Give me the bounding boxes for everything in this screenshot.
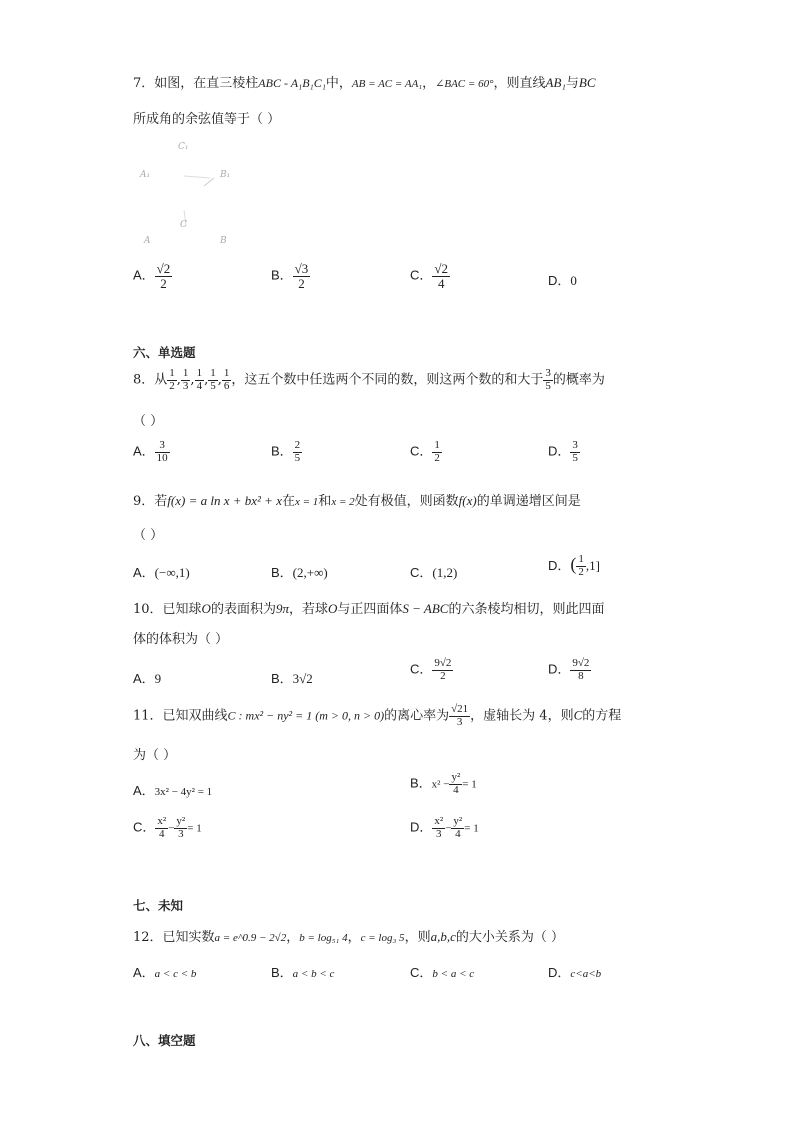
q7-option-a[interactable]: A． $\frac{√2}{2}$	[133, 261, 171, 291]
q8-frac-2: $\frac{1}{3}$	[182, 367, 189, 392]
fig-label-b: B	[220, 236, 227, 246]
section-heading-7: 七、未知	[133, 898, 184, 913]
q9-option-b[interactable]: B．(2,+∞)	[271, 565, 328, 580]
q9-option-d[interactable]: D．( $\frac{1}{2}$ ,1]	[548, 553, 600, 578]
q7-ab1: AB₁	[545, 75, 566, 90]
q11-option-c[interactable]: C． $\frac{\text{x²}}{4}$ − $\frac{\text{y²}}{3}$ = 1	[133, 815, 202, 840]
q10-line1: 10．已知球O的表面积为9π，若球O与正四面体S − ABC的六条棱均相切，则此四面	[133, 601, 605, 617]
q7-line2: 所成角的余弦值等于（ ）	[133, 112, 281, 127]
q7-angle: ∠BAC = 60°	[435, 78, 494, 90]
q12-option-c[interactable]: C．b < a < c	[410, 965, 475, 980]
fig-label-a: A	[144, 236, 151, 246]
section-heading-8: 八、填空题	[133, 1033, 196, 1048]
q8-line1: 8．从 $\frac{1}{2}$ , $\frac{1}{3}$ , $\frac{1}{4}$ , $\frac{1}{5}$ , $\frac{1}{6}$ ，这五个数中任选两个不同的数，则这两个数的和大于 $\frac{3}{5}$ 的概率为	[133, 367, 605, 392]
q8-option-c[interactable]: C． $\frac{1}{2}$	[410, 439, 440, 464]
q12-line1: 12．已知实数a = e^0.9 − 2√2，b = log₅₁ 4，c = log₃ 5，则a,b,c的大小关系为（ ）	[133, 929, 564, 945]
q7-bc: BC	[578, 75, 596, 90]
q11-option-a[interactable]: A．3x² − 4y² = 1	[133, 783, 213, 798]
q11-option-b[interactable]: B．x² − $\frac{\text{y²}}{4}$ = 1	[410, 771, 477, 796]
q8-option-b[interactable]: B． $\frac{2}{5}$	[271, 439, 301, 464]
q12-option-d[interactable]: D．c<a<b	[548, 965, 602, 980]
q7-equality: AB = AC = AA₁	[351, 78, 423, 90]
q10-option-a[interactable]: A．9	[133, 671, 162, 686]
q8-frac-5: $\frac{1}{6}$	[223, 367, 230, 392]
q7-line1: 7．如图，在直三棱柱ABC - A₁B₁C₁中，AB = AC = AA₁，∠BAC = 60°，则直线AB₁与BC	[133, 75, 596, 91]
fig-label-c: C	[180, 220, 187, 230]
q11-line1: 11．已知双曲线C : mx² − ny² = 1 (m > 0, n > 0)的离心率为 $\frac{√21}{3}$ ，虚轴长为 4，则C的方程	[133, 703, 622, 728]
q9-function: f(x) = a ln x + bx² + x	[167, 493, 282, 508]
q8-option-a[interactable]: A． $\frac{3}{10}$	[133, 439, 168, 464]
q8-frac-1: $\frac{1}{2}$	[169, 367, 175, 392]
q11-eccentricity: $\frac{√21}{3}$	[451, 703, 469, 728]
q7-prism: ABC - A₁B₁C₁	[258, 76, 326, 90]
q11-line2: 为（ ）	[133, 748, 177, 763]
q8-frac-3: $\frac{1}{4}$	[196, 367, 203, 392]
q9-line1: 9．若f(x) = a ln x + bx² + x在x = 1和x = 2处有极值，则函数f(x)的单调递增区间是	[133, 493, 581, 509]
prism-figure	[140, 140, 240, 250]
q7-figure	[140, 140, 240, 250]
q7-option-c[interactable]: C． $\frac{√2}{4}$	[410, 261, 449, 291]
q12-option-a[interactable]: A．a < c < b	[133, 965, 197, 980]
q8-frac-4: $\frac{1}{5}$	[210, 367, 216, 392]
q8-paren: （ ）	[133, 414, 164, 429]
fig-label-a1: A₁	[140, 170, 151, 180]
q10-option-d[interactable]: D． $\frac{9√2}{8}$	[548, 657, 590, 682]
q10-line2: 体的体积为（ ）	[133, 632, 229, 647]
q9-option-a[interactable]: A．(−∞,1)	[133, 565, 190, 580]
q7-text-a: 7．如图，在直三棱柱	[133, 76, 259, 91]
q11-option-d[interactable]: D． $\frac{\text{x²}}{3}$ − $\frac{\text{y²}}{4}$ = 1	[410, 815, 479, 840]
fig-label-c1: C₁	[178, 142, 189, 152]
q9-paren: （ ）	[133, 528, 164, 543]
q8-threshold-frac: $\frac{3}{5}$	[545, 367, 551, 392]
q9-option-c[interactable]: C．(1,2)	[410, 565, 458, 580]
q7-option-d[interactable]: D．0	[548, 273, 577, 288]
q7-text-c: ，则直线	[493, 76, 546, 91]
q10-option-c[interactable]: C． $\frac{9√2}{2}$	[410, 657, 452, 682]
q10-option-b[interactable]: B．3√2	[271, 671, 313, 686]
q7-text-d: 与	[565, 76, 579, 91]
q8-option-d[interactable]: D． $\frac{3}{5}$	[548, 439, 578, 464]
q12-option-b[interactable]: B．a < b < c	[271, 965, 335, 980]
q7-text-b: 中，	[325, 76, 352, 91]
q7-option-b[interactable]: B． $\frac{√3}{2}$	[271, 261, 309, 291]
fig-label-b1: B₁	[220, 170, 231, 180]
section-heading-6: 六、单选题	[133, 345, 196, 360]
